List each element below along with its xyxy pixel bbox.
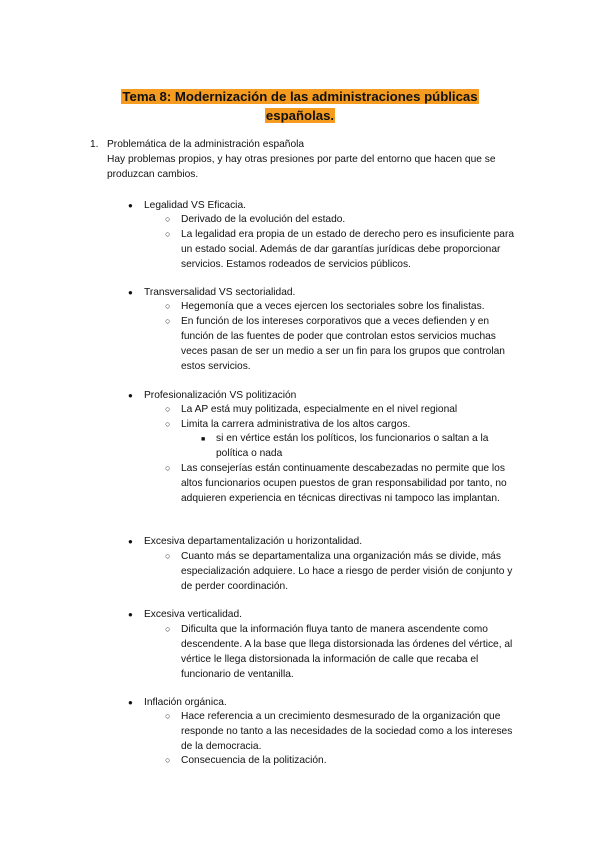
- list-item-label: Excesiva verticalidad.: [144, 609, 242, 620]
- list-item-label: Legalidad VS Eficacia.: [144, 200, 246, 211]
- list-item-label: Profesionalización VS politización: [144, 390, 297, 401]
- sub-item: Hegemonía que a veces ejercen los sectoriales sobre los finalistas.: [181, 301, 485, 312]
- section-heading: Problemática de la administración española: [107, 139, 305, 150]
- bullet-icon: ●: [128, 698, 133, 707]
- circle-bullet-icon: ○: [165, 229, 171, 239]
- list-item-label: Transversalidad VS sectorialidad.: [144, 287, 296, 298]
- sub-item: Limita la carrera administrativa de los altos cargos.: [181, 419, 411, 430]
- bullet-icon: ●: [128, 201, 133, 210]
- section-number: 1.: [90, 139, 99, 150]
- sub-item: La AP está muy politizada, especialmente en el nivel regional: [181, 404, 458, 415]
- square-bullet-icon: ■: [201, 436, 206, 443]
- sub-item: La legalidad era propia de un estado de derecho pero es insuficiente para un estado social. Además de dar garantías jurídicas debe proporcionar servicios. Estamos rodeados de servicios públicos.: [181, 229, 515, 270]
- list-item-label: Inflación orgánica.: [144, 697, 227, 708]
- circle-bullet-icon: ○: [165, 755, 171, 765]
- bullet-icon: ●: [128, 610, 133, 619]
- bullet-icon: ●: [128, 391, 133, 400]
- list-item-label: Excesiva departamentalización u horizontalidad.: [144, 536, 363, 547]
- title-line-1: Tema 8: Modernización de las administraciones públicas: [122, 89, 478, 104]
- circle-bullet-icon: ○: [165, 404, 171, 414]
- circle-bullet-icon: ○: [165, 463, 171, 473]
- sub-item: Consecuencia de la politización.: [181, 755, 327, 766]
- bullet-icon: ●: [128, 288, 133, 297]
- document-title: [110, 87, 490, 125]
- bullet-icon: ●: [128, 537, 133, 546]
- sub-sub-item: si en vértice están los políticos, los funcionarios o saltan a la política o nada: [216, 433, 489, 459]
- sub-item: En función de los intereses corporativos que a veces defienden y en función de las fuentes de poder que controlan estos servicios muchas veces pasan de ser un medio a ser un fin para los grupos que controlan estos servicios.: [181, 316, 505, 372]
- circle-bullet-icon: ○: [165, 624, 171, 634]
- circle-bullet-icon: ○: [165, 214, 171, 224]
- title-line-2: españolas.: [265, 108, 335, 123]
- circle-bullet-icon: ○: [165, 551, 171, 561]
- section-intro: Hay problemas propios, y hay otras presiones por parte del entorno que hacen que se produzcan cambios.: [107, 154, 496, 180]
- circle-bullet-icon: ○: [165, 301, 171, 311]
- sub-item: Derivado de la evolución del estado.: [181, 214, 346, 225]
- sub-item: Cuanto más se departamentaliza una organización más se divide, más especialización adquiere. Lo hace a riesgo de perder visión de conjunto y de perder coordinación.: [181, 551, 513, 592]
- sub-item: Las consejerías están continuamente descabezadas no permite que los altos funcionarios ocupen puestos de gran responsabilidad por tanto, no adquieren experiencia en técnicas directivas ni tampoco las implantan.: [181, 463, 507, 504]
- circle-bullet-icon: ○: [165, 711, 171, 721]
- sub-item: Dificulta que la información fluya tanto de manera ascendente como descendente. A la base que llega distorsionada las órdenes del vértice, al vértice le llega distorsionada la información de calle que recaba el funcionario de ventanilla.: [181, 624, 513, 680]
- circle-bullet-icon: ○: [165, 419, 171, 429]
- sub-item: Hace referencia a un crecimiento desmesurado de la organización que responde no tanto a las necesidades de la sociedad como a los intereses de la democracia.: [181, 711, 513, 752]
- circle-bullet-icon: ○: [165, 316, 171, 326]
